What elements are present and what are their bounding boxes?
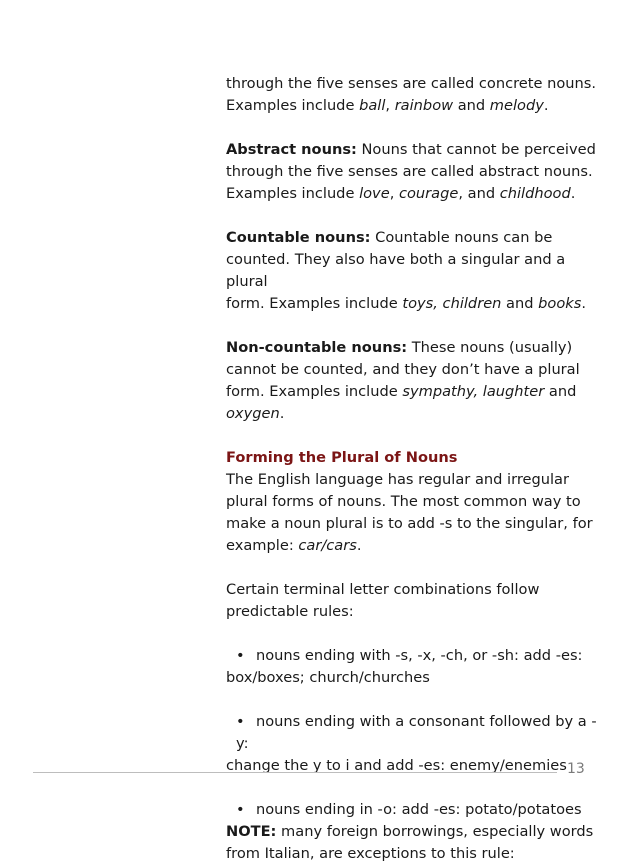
text-line (226, 535, 606, 557)
text-span: form. Examples include (226, 383, 403, 400)
rules-intro-paragraph (226, 579, 606, 623)
text-span: , (385, 97, 395, 114)
text-span: cannot be counted, and they don’t have a plural (226, 361, 580, 378)
text-line (226, 843, 606, 865)
text-line (226, 579, 606, 601)
text-span: Countable nouns can be (370, 229, 553, 246)
example-word: sympathy, laughter (402, 383, 545, 400)
example-word: courage (398, 185, 459, 202)
text-line (226, 73, 606, 95)
plural-section (226, 447, 606, 557)
text-span: and (453, 97, 490, 114)
term-label: Non-countable nouns: (226, 339, 408, 356)
text-line (226, 513, 606, 535)
example-word: toys, children (402, 295, 502, 312)
text-line (226, 799, 606, 821)
text-span: nouns ending with -s, -x, -ch, or -sh: add -es: (256, 647, 583, 664)
term-label: Countable nouns: (226, 229, 371, 246)
text-span: box/boxes; church/churches (226, 669, 430, 686)
text-span: These nouns (usually) (407, 339, 573, 356)
text-line (226, 337, 606, 359)
text-line (226, 381, 606, 403)
text-span: example: (226, 537, 299, 554)
text-span: Certain terminal letter combinations follow (226, 581, 540, 598)
concrete-nouns-paragraph (226, 73, 606, 117)
section-heading: Forming the Plural of Nouns (226, 449, 458, 466)
bullet-icon: • (236, 713, 245, 730)
text-span: . (581, 295, 586, 312)
text-span: plural forms of nouns. The most common way to (226, 493, 581, 510)
text-span: many foreign borrowings, especially words (276, 823, 594, 840)
note-label: NOTE: (226, 823, 277, 840)
text-line (226, 403, 606, 425)
text-line (226, 491, 606, 513)
text-span: , (389, 185, 399, 202)
text-line (226, 139, 606, 161)
text-span: and (501, 295, 539, 312)
text-span: Nouns that cannot be perceived (356, 141, 596, 158)
example-word: car/cars (298, 537, 357, 554)
page-number: 13 (567, 761, 585, 777)
bullet-icon: • (236, 647, 245, 664)
example-word: melody (489, 97, 544, 114)
text-span: , and (458, 185, 500, 202)
example-word: love (359, 185, 390, 202)
noncountable-nouns-paragraph (226, 337, 606, 425)
text-span: make a noun plural is to add -s to the singular, for (226, 515, 593, 532)
text-span: nouns ending in -o: add -es: potato/potatoes (256, 801, 582, 818)
bullet-item (226, 799, 606, 865)
text-span: predictable rules: (226, 603, 354, 620)
body-text (226, 73, 606, 865)
bullet-icon: • (236, 801, 245, 818)
example-word: books (538, 295, 582, 312)
text-span: form. Examples include (226, 295, 403, 312)
example-word: oxygen (226, 405, 280, 422)
text-line (226, 227, 606, 249)
text-line (226, 645, 606, 667)
note-line (226, 821, 606, 843)
text-line (226, 469, 606, 491)
text-line (226, 601, 606, 623)
text-line (226, 183, 606, 205)
text-line (226, 95, 606, 117)
text-span: The English language has regular and irregular (226, 471, 570, 488)
text-line (226, 755, 606, 777)
text-span: Examples include (226, 185, 360, 202)
text-line (226, 161, 606, 183)
text-span: . (543, 97, 549, 114)
text-span: through the five senses are called abstract nouns. (226, 163, 593, 180)
text-span: and (544, 383, 577, 400)
text-span: from Italian, are exceptions to this rule: (226, 845, 515, 862)
text-span: Examples include (226, 97, 360, 114)
text-line (226, 249, 606, 293)
bullet-item (226, 645, 606, 689)
text-span: counted. They also have both a singular and a plural (226, 251, 566, 290)
text-line (226, 667, 606, 689)
text-span: change the y to i and add -es: enemy/enemies (226, 757, 567, 774)
text-span: . (570, 185, 576, 202)
text-span: nouns ending with a consonant followed by a -y: (236, 713, 597, 752)
countable-nouns-paragraph (226, 227, 606, 315)
abstract-nouns-paragraph (226, 139, 606, 205)
text-line (226, 359, 606, 381)
text-span: through the five senses are called concrete nouns. (226, 75, 597, 92)
example-word: ball (359, 97, 386, 114)
example-word: rainbow (394, 97, 454, 114)
text-span: . (356, 537, 362, 554)
text-line (226, 711, 606, 755)
bullet-item (226, 711, 606, 777)
example-word: childhood (499, 185, 571, 202)
text-line (226, 293, 606, 315)
term-label: Abstract nouns: (226, 141, 357, 158)
footer-divider (33, 772, 557, 773)
text-span: . (279, 405, 285, 422)
